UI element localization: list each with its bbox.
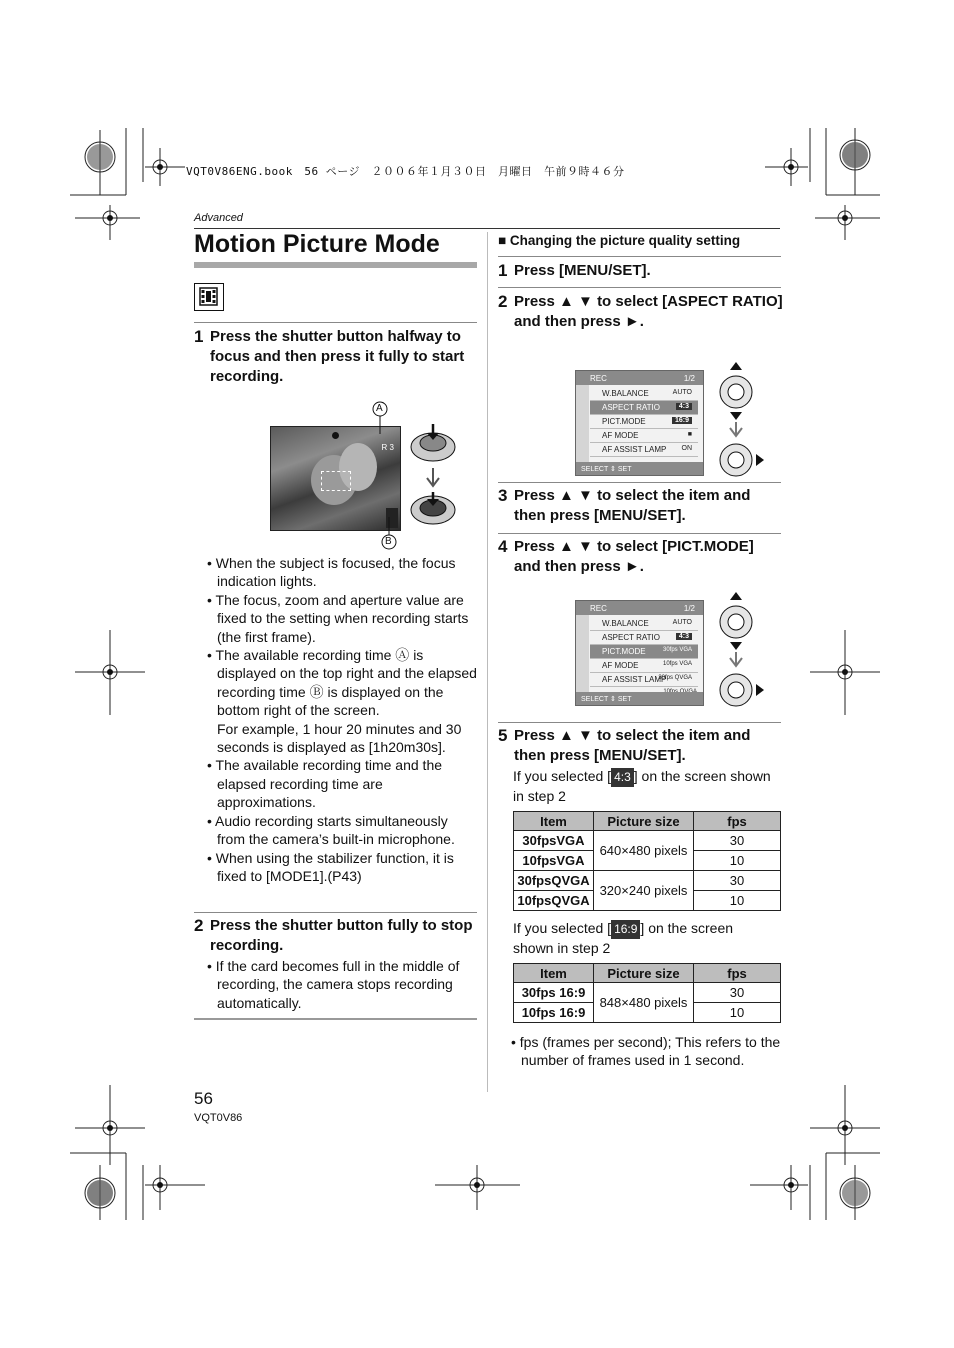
- menu-page: 1/2: [683, 374, 695, 383]
- divider: [498, 482, 781, 483]
- table-row: 30fpsQVGA 320×240 pixels 30: [514, 871, 781, 891]
- left-step-1: [194, 327, 479, 387]
- menu-header: [576, 371, 703, 385]
- page-number: 56: [194, 1089, 213, 1108]
- bullet-item: • The available recording time and the elapsed recording time are approximations.: [207, 757, 443, 811]
- divider: [194, 1018, 477, 1020]
- quality-table-43: [513, 811, 781, 911]
- divider: [498, 533, 781, 534]
- divider: [498, 256, 781, 257]
- motion-picture-mode-icon: [194, 283, 224, 311]
- step-number: 1: [498, 261, 508, 280]
- divider: [194, 912, 477, 913]
- table-row: 10fps 16:9 10: [514, 1003, 781, 1023]
- header-picture-size: Picture size: [594, 964, 694, 983]
- menu-row: AF ASSIST LAMP 30fps QVGA: [590, 673, 698, 687]
- step-text: Press the shutter button halfway to focus and then press it fully to start recording.: [210, 328, 465, 385]
- step-number: 2: [498, 292, 508, 311]
- header-fps: fps: [694, 812, 781, 831]
- shutter-button-icon: [408, 422, 458, 532]
- header-picture-size: Picture size: [594, 812, 694, 831]
- right-step-2: [498, 292, 783, 332]
- table-row: 30fpsVGA 640×480 pixels 30: [514, 831, 781, 851]
- rec-menu-screen-1: [575, 370, 704, 476]
- menu-sidebar: [576, 385, 589, 462]
- bullet-item: • If the card becomes full in the middle of recording, the camera stops recording automatically.: [207, 958, 460, 1011]
- focus-dot: [332, 432, 339, 439]
- step-text: Press ▲ ▼ to select [PICT.MODE] and then press ►.: [514, 538, 754, 575]
- menu-footer: SELECT ⇕ SET: [576, 692, 703, 705]
- document-code: VQT0V86: [194, 1112, 243, 1124]
- cursor-pad-icon: [712, 362, 772, 478]
- cursor-pad-icon: [712, 592, 772, 708]
- quality-subheading: ■ Changing the picture quality setting: [498, 233, 741, 248]
- menu-row: W.BALANCE AUTO: [590, 387, 698, 401]
- menu-sidebar: [576, 615, 589, 692]
- bullet-item: • When using the stabilizer function, it is fixed to [MODE1].(P43): [207, 849, 454, 884]
- focus-frame: [321, 471, 351, 491]
- divider: [498, 722, 781, 723]
- bullet-item: • Audio recording starts simultaneously from the camera’s built-in microphone.: [207, 812, 455, 848]
- step-text: Press the shutter button fully to stop recording.: [210, 917, 473, 954]
- header-item: Item: [514, 812, 594, 831]
- right-step-3: [498, 486, 783, 526]
- menu-row-selected: PICT.MODE 30fps VGA: [590, 645, 698, 659]
- right-step-1: [498, 261, 783, 281]
- section-label: Advanced: [194, 212, 243, 224]
- menu-page: 1/2: [683, 604, 695, 613]
- aspect-43-badge: 4:3: [611, 768, 634, 787]
- aspect-169-badge: 16:9: [611, 920, 640, 939]
- step-text: Press [MENU/SET].: [514, 262, 651, 279]
- bullet-item: • The focus, zoom and aperture value are fixed to the setting when recording starts (the first frame).: [207, 591, 469, 645]
- step-number: 4: [498, 537, 508, 556]
- left-step2-bullets: [207, 957, 479, 1012]
- callout-a: A: [376, 403, 383, 414]
- step-text: Press ▲ ▼ to select the item and then press [MENU/SET].: [514, 727, 751, 764]
- divider: [498, 287, 781, 288]
- column-separator: [487, 232, 488, 1092]
- header-rule: [194, 228, 780, 229]
- menu-footer: SELECT ⇕ SET: [576, 462, 703, 475]
- menu-row: AF ASSIST LAMP ON: [590, 443, 698, 457]
- menu-title: REC: [590, 374, 607, 383]
- step-number: 3: [498, 486, 508, 505]
- bullet-item: • fps (frames per second); This refers to the number of frames used in 1 second.: [511, 1034, 781, 1069]
- menu-row: W.BALANCE AUTO: [590, 617, 698, 631]
- callout-b: B: [385, 536, 392, 547]
- left-step-2: [194, 916, 479, 956]
- table-header-row: [514, 964, 781, 983]
- table-row: 30fps 16:9 848×480 pixels 30: [514, 983, 781, 1003]
- fps-note: [511, 1033, 786, 1070]
- bullet-continuation: For example, 1 hour 20 minutes and 30 seconds is displayed as [1h20m30s].: [217, 720, 462, 756]
- step-number: 5: [498, 726, 508, 745]
- step-number: 2: [194, 916, 204, 935]
- menu-row: ASPECT RATIO 4:3: [590, 631, 698, 645]
- header-fps: fps: [694, 964, 781, 983]
- selected-43-note: If you selected [ 4:3 ] on the screen shown in step 2: [513, 768, 771, 804]
- bullet-item: • The available recording time Ⓐ is displayed on the top right and the elapsed recording time Ⓑ is displayed on the bottom right of the screen.: [207, 647, 477, 719]
- right-step-5: [498, 726, 783, 766]
- header-item: Item: [514, 964, 594, 983]
- quality-table-169: [513, 963, 781, 1023]
- menu-row-selected: ASPECT RATIO 4:3: [590, 401, 698, 415]
- menu-header: [576, 601, 703, 615]
- title-underline: [194, 262, 477, 268]
- selected-169-note: If you selected [ 16:9 ] on the screen shown in step 2: [513, 920, 734, 956]
- step-text: Press ▲ ▼ to select [ASPECT RATIO] and then press ►.: [514, 293, 783, 330]
- table-header-row: [514, 812, 781, 831]
- callout-lines: [370, 400, 400, 550]
- menu-row: AF MODE 10fps VGA: [590, 659, 698, 673]
- menu-title: REC: [590, 604, 607, 613]
- page-title: Motion Picture Mode: [194, 230, 440, 258]
- print-meta: VQT0V86ENG.book 56 ページ ２００６年１月３０日 月曜日 午前９時４６分: [186, 165, 625, 178]
- menu-row: AF MODE ■: [590, 429, 698, 443]
- recording-time-display: R 3: [381, 443, 394, 452]
- step-text: Press ▲ ▼ to select the item and then press [MENU/SET].: [514, 487, 751, 524]
- table-row: 10fpsQVGA 10: [514, 891, 781, 911]
- left-bullets: [207, 554, 479, 885]
- bullet-item: • When the subject is focused, the focus indication lights.: [207, 555, 456, 590]
- menu-row: PICT.MODE 16:9: [590, 415, 698, 429]
- right-step-4: [498, 537, 783, 577]
- divider: [194, 322, 477, 323]
- table-row: 10fpsVGA 10: [514, 851, 781, 871]
- step-number: 1: [194, 327, 204, 346]
- rec-menu-screen-2: [575, 600, 704, 706]
